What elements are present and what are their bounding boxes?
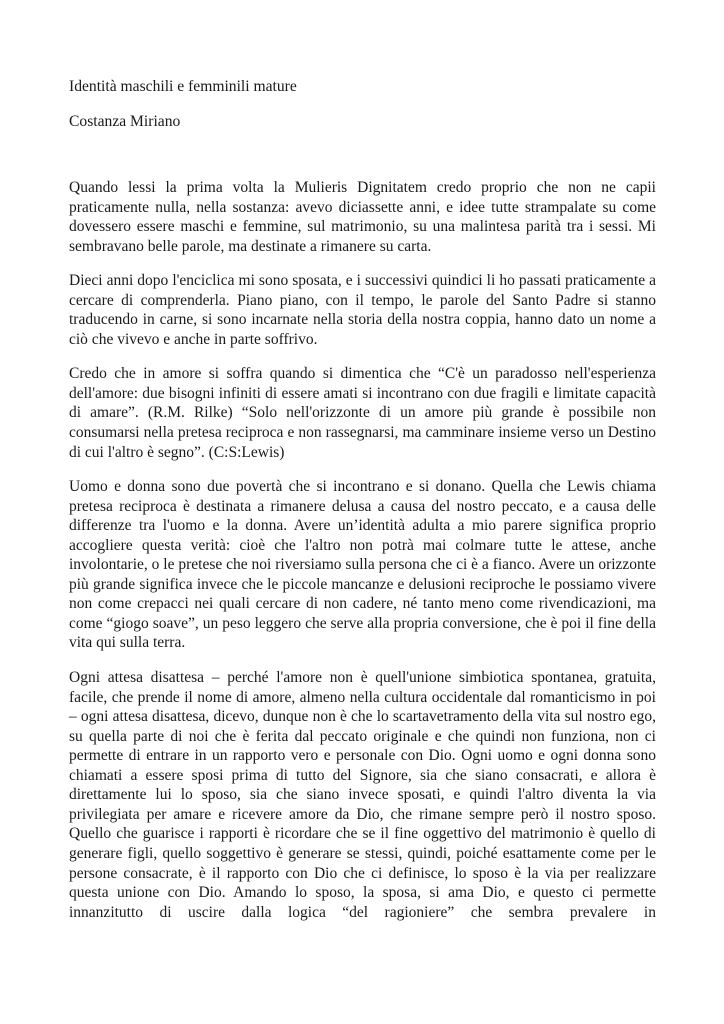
paragraph-1: Quando lessi la prima volta la Mulieris Dignitatem credo proprio che non ne capii praticamente nulla, nella sostanza: avevo diciassette anni, e idee tutte strampalate su come dovessero essere maschi e femmine, sul matrimonio, su una malintesa parità tra i sessi. Mi sembravano belle parole, ma destinate a rimanere su carta. <box>69 179 656 255</box>
paragraph-2: Dieci anni dopo l'enciclica mi sono sposata, e i successivi quindici li ho passati praticamente a cercare di comprenderla. Piano piano, con il tempo, le parole del Santo Padre si stanno traducendo in carne, si sono incarnate nella storia della nostra coppia, hanno dato un nome a ciò che vivevo e anche in parte soffrivo. <box>69 272 656 348</box>
paragraph-4: Uomo e donna sono due povertà che si incontrano e si donano. Quella che Lewis chiama pretesa reciproca è destinata a rimanere delusa a causa del nostro peccato, e a causa delle differenze tra l'uomo e la donna. Avere un’identità adulta a mio parere significa proprio accogliere questa verità: cioè che l'altro non potrà mai colmare tutte le attese, anche involontarie, o le pretese che noi riversiamo sulla persona che ci è a fianco. Avere un orizzonte più grande significa invece che le piccole mancanze e delusioni reciproche le possiamo vivere non come crepacci nei quali cercare di non cadere, né tanto meno come rivendicazioni, ma come “giogo soave”, un peso leggero che serve alla propria conversione, che è poi il fine della vita qui sulla terra. <box>69 478 656 652</box>
document-body <box>69 178 656 937</box>
document-author: Costanza Miriano <box>69 113 181 130</box>
document-title: Identità maschili e femminili mature <box>69 78 297 95</box>
paragraph-5: Ogni attesa disattesa – perché l'amore non è quell'unione simbiotica spontanea, gratuita, facile, che prende il nome di amore, almeno nella cultura occidentale dal romanticismo in poi – ogni attesa disattesa, dicevo, dunque non è che lo scartavetramento della vita sul nostro ego, su quella parte di noi che è ferita dal peccato originale e che quindi non funziona, non ci permette di entrare in un rapporto vero e personale con Dio. Ogni uomo e ogni donna sono chiamati a essere sposi prima di tutto del Signore, sia che siano consacrati, e allora è direttamente lui lo sposo, sia che siano invece sposati, e quindi l'altro diventa la via privilegiata per amare e ricevere amore da Dio, che rimane sempre però il nostro sposo. Quello che guarisce i rapporti è ricordare che se il fine oggettivo del matrimonio è quello di generare figli, quello soggettivo è generare se stessi, quindi, poiché esattamente come per le persone consacrate, è il rapporto con Dio che ci definisce, lo sposo è la via per realizzare questa unione con Dio. Amando lo sposo, la sposa, si ama Dio, e questo ci permette innanzitutto di uscire dalla logica “del ragioniere” che sembra prevalere in <box>69 669 656 921</box>
paragraph-3: Credo che in amore si soffra quando si dimentica che “C'è un paradosso nell'esperienza dell'amore: due bisogni infiniti di essere amati si incontrano con due fragili e limitate capacità di amare”. (R.M. Rilke) “Solo nell'orizzonte di un amore più grande è possibile non consumarsi nella pretesa reciproca e non rassegnarsi, ma camminare insieme verso un Destino di cui l'altro è segno”. (C:S:Lewis) <box>69 365 656 461</box>
